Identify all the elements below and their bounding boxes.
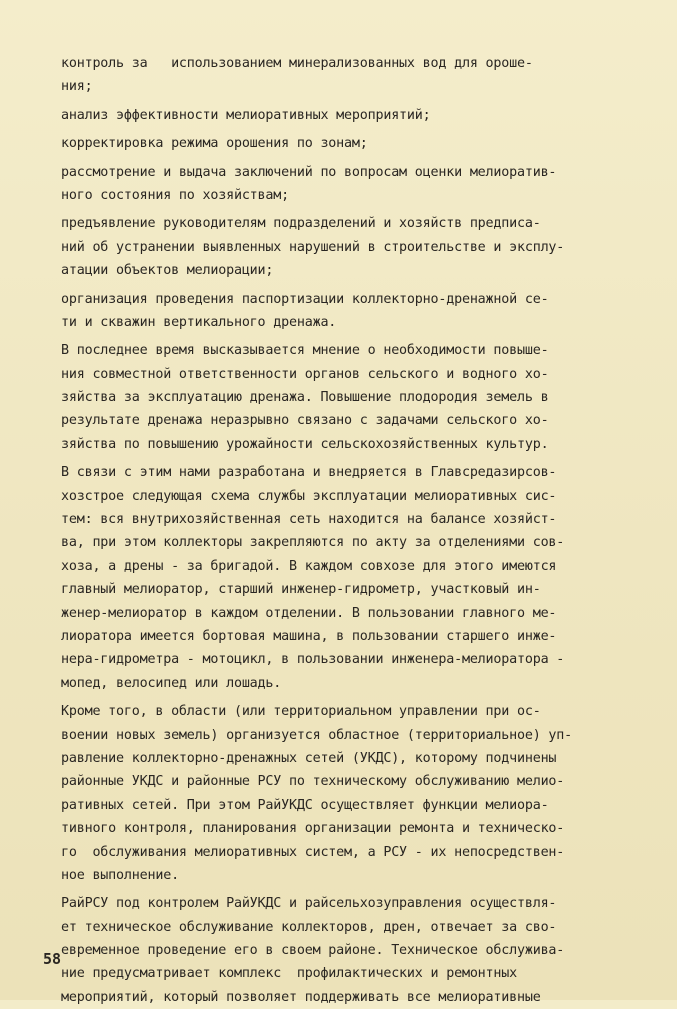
- text-line: мопед, велосипед или лошадь.: [61, 675, 282, 691]
- text-line: воении новых земель) организуется областное (территориальное) уп-: [61, 727, 573, 743]
- paragraph-p8: [61, 461, 651, 695]
- paragraph-p3: [61, 132, 651, 155]
- paragraph-p6: [61, 288, 651, 335]
- text-line: мероприятий, который позволяет поддерживать все мелиоративные: [61, 989, 541, 1005]
- page-text: [61, 52, 651, 1009]
- paragraph-p4: [61, 161, 651, 208]
- text-line: ное выполнение.: [61, 867, 179, 883]
- text-line: ва, при этом коллекторы закрепляются по акту за отделениями сов-: [61, 535, 565, 551]
- text-line: рассмотрение и выдача заключений по вопросам оценки мелиоратив-: [61, 164, 557, 180]
- text-line: ет техническое обслуживание коллекторов, дрен, отвечает за сво-: [61, 919, 557, 935]
- text-line: организация проведения паспортизации коллекторно-дренажной се-: [61, 291, 549, 307]
- paragraph-p1: [61, 52, 651, 99]
- text-line: зяйства по повышению урожайности сельскохозяйственных культур.: [61, 436, 549, 452]
- paragraph-p9: [61, 700, 651, 887]
- text-line: атации объектов мелиорации;: [61, 263, 274, 279]
- paragraph-p7: [61, 339, 651, 456]
- text-line: хоза, а дрены - за бригадой. В каждом совхозе для этого имеются: [61, 558, 557, 574]
- text-line: предъявление руководителям подразделений и хозяйств предписа-: [61, 216, 541, 232]
- text-line: ние предусматривает комплекс профилактических и ремонтных: [61, 966, 517, 982]
- paragraph-p5: [61, 212, 651, 282]
- text-line: Кроме того, в области (или территориальном управлении при ос-: [61, 704, 541, 720]
- text-line: В связи с этим нами разработана и внедряется в Главсредазирсов-: [61, 465, 557, 481]
- text-line: главный мелиоратор, старший инженер-гидрометр, участковый ин-: [61, 582, 541, 598]
- text-line: корректировка режима орошения по зонам;: [61, 136, 368, 152]
- text-line: ного состояния по хозяйствам;: [61, 187, 289, 203]
- text-line: В последнее время высказывается мнение о необходимости повыше-: [61, 343, 549, 359]
- text-line: женер-мелиоратор в каждом отделении. В пользовании главного ме-: [61, 605, 557, 621]
- text-line: ния совместной ответственности органов сельского и водного хо-: [61, 366, 549, 382]
- text-line: анализ эффективности мелиоративных мероприятий;: [61, 107, 431, 123]
- text-line: ти и скважин вертикального дренажа.: [61, 314, 337, 330]
- text-line: равление коллекторно-дренажных сетей (УКДС), которому подчинены: [61, 750, 557, 766]
- text-line: евременное проведение его в своем районе. Техническое обслужива-: [61, 943, 565, 959]
- text-line: нера-гидрометра - мотоцикл, в пользовании инженера-мелиоратора -: [61, 652, 565, 668]
- text-line: го обслуживания мелиоративных систем, а РСУ - их непосредствен-: [61, 844, 565, 860]
- text-line: хозстрое следующая схема службы эксплуатации мелиоративных сис-: [61, 488, 557, 504]
- text-line: ний об устранении выявленных нарушений в строительстве и эксплу-: [61, 239, 565, 255]
- paragraph-p10: [61, 892, 651, 1009]
- text-line: контроль за использованием минерализованных вод для ороше-: [61, 56, 533, 71]
- text-line: районные УКДС и районные РСУ по техническому обслуживанию мелио-: [61, 774, 565, 790]
- page-number: 58: [43, 950, 62, 968]
- text-line: тем: вся внутрихозяйственная сеть находится на балансе хозяйст-: [61, 512, 557, 528]
- text-line: ния;: [61, 79, 93, 95]
- text-line: результате дренажа неразрывно связано с задачами сельского хо-: [61, 413, 549, 429]
- paragraph-p2: [61, 104, 651, 127]
- text-line: РайРСУ под контролем РайУКДС и райсельхозуправления осуществля-: [61, 896, 557, 912]
- text-line: тивного контроля, планирования организации ремонта и техническо-: [61, 821, 565, 837]
- text-line: лиоратора имеется бортовая машина, в пользовании старшего инже-: [61, 628, 557, 644]
- text-line: зяйства за эксплуатацию дренажа. Повышение плодородия земель в: [61, 390, 549, 406]
- text-line: ративных сетей. При этом РайУКДС осуществляет функции мелиора-: [61, 797, 549, 813]
